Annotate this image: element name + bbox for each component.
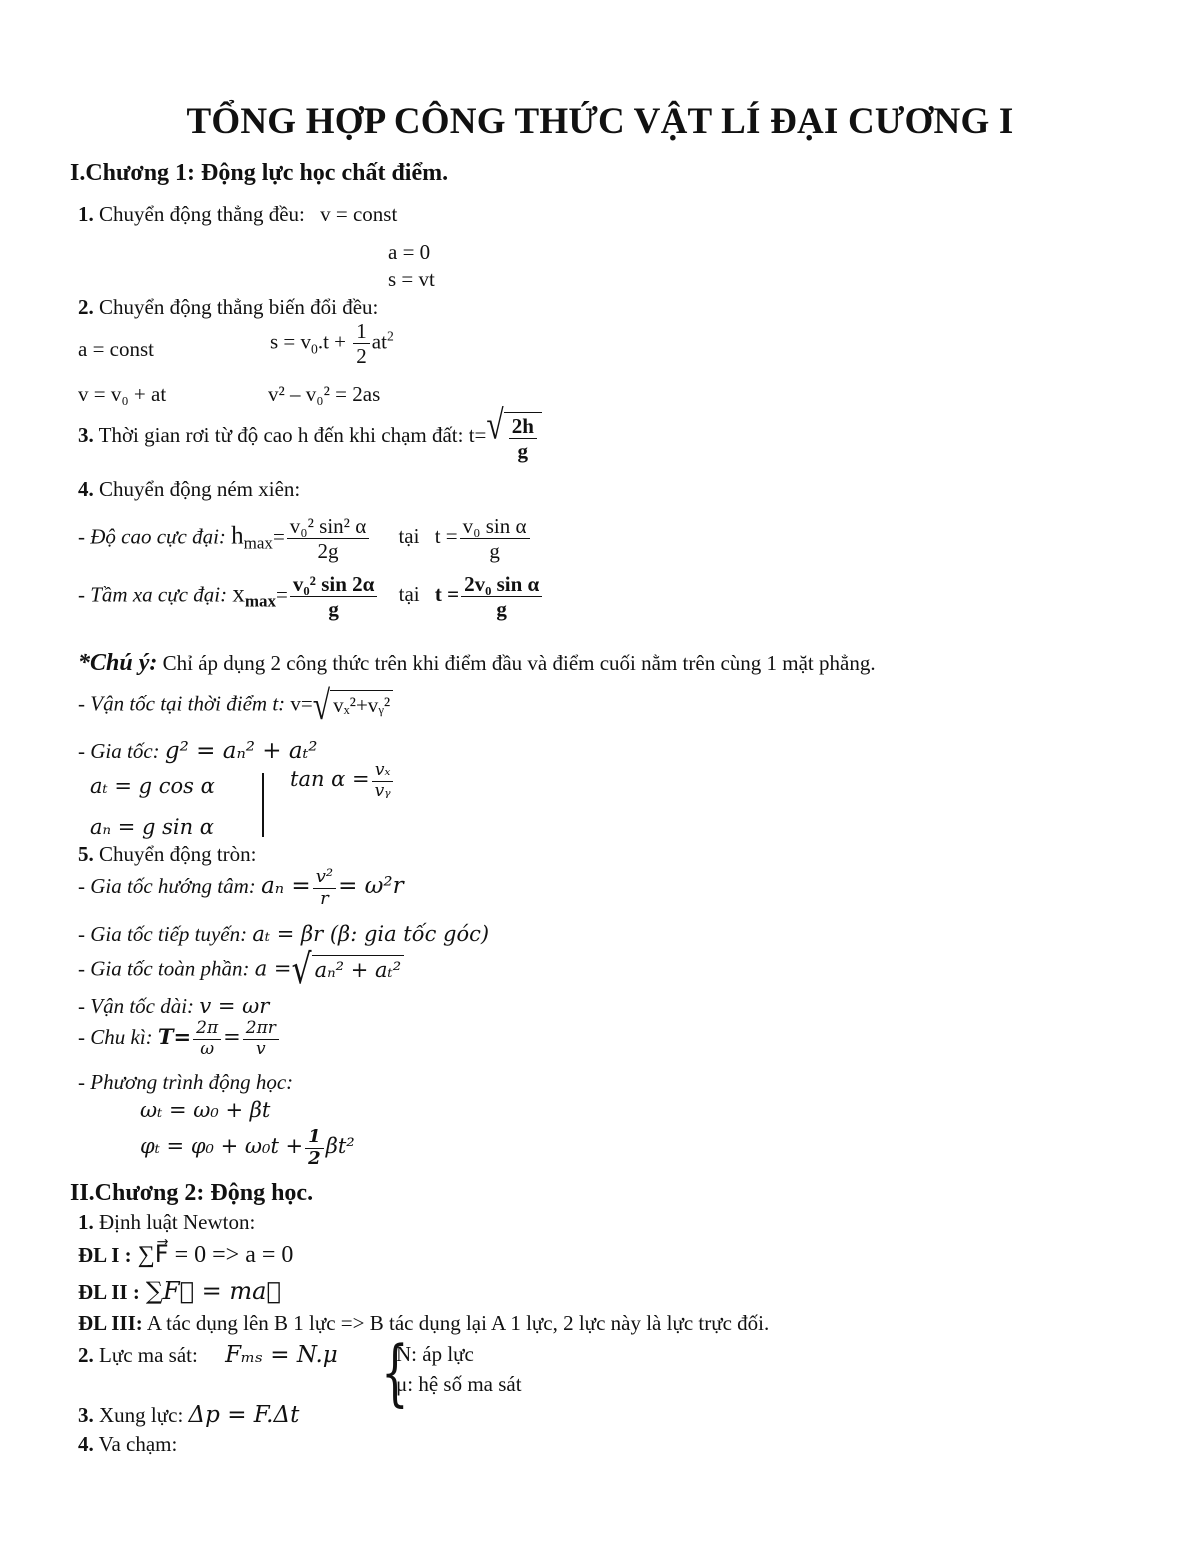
formula-at-beta: aₜ = βr (β: gia tốc góc): [252, 922, 490, 946]
newton-law-2: [78, 1277, 281, 1306]
fraction-hmax: $\frac{\text{v₀² sin² α}}{2g}$: [287, 515, 369, 562]
friction-formula: Fₘₛ = N.μ: [225, 1342, 338, 1368]
note-text: Chỉ áp dụng 2 công thức trên khi điểm đầu và điểm cuối nằm trên cùng 1 mặt phẳng.: [162, 651, 876, 675]
section-number: 2.: [78, 1343, 94, 1367]
section-1-2: [78, 295, 378, 320]
at-word: tại: [398, 582, 420, 607]
formula-an: aₙ = g sin α: [90, 815, 214, 839]
newton-law-3: [78, 1311, 769, 1336]
tangential-line: [78, 922, 489, 947]
law-text: A tác dụng lên B 1 lực => B tác dụng lại A 1 lực, 2 lực này là lực trực đối.: [146, 1311, 770, 1335]
divider-line: [262, 773, 264, 837]
chapter-2-heading: II.Chương 2: Động học.: [70, 1180, 314, 1206]
formula-at: aₜ = g cos α: [90, 774, 215, 798]
fraction-t-hmax: $\frac{\text{v₀ sin α}}{g}$: [460, 515, 530, 562]
section-label: Thời gian rơi từ độ cao h đến khi chạm đất: t=: [98, 422, 487, 447]
formula-phi-t: φₜ = φ₀ + ω₀t + $\frac{1}{2}$ βt²: [140, 1126, 355, 1169]
section-2-2: [78, 1342, 338, 1368]
kinematic-equation-label: - Phương trình động học:: [78, 1070, 294, 1094]
max-range-line: - Tầm xa cực đại: $x_{max}=$ $\frac{\text{v₀² sin 2α}}{g}$ tại t = $\frac{\text{2v₀ sin α}}{g}$: [78, 573, 544, 620]
section-number: 3.: [78, 422, 94, 447]
fraction-xmax: $\frac{\text{v₀² sin 2α}}{g}$: [290, 573, 378, 620]
chapter-1-heading: I.Chương 1: Động lực học chất điểm.: [70, 160, 449, 186]
friction-n-def: N: áp lực: [396, 1342, 474, 1366]
law-label: ĐL I :: [78, 1243, 132, 1267]
section-number: 3.: [78, 1403, 94, 1427]
sqrt-2h-over-g: √ $\frac{2h}{g}$: [486, 412, 541, 462]
sqrt-velocity: √ vₓ²+vᵧ²: [313, 690, 393, 722]
line-label: - Gia tốc:: [78, 739, 160, 763]
formula-a-const: a = const: [78, 337, 154, 361]
section-label: Chuyển động ném xiên:: [99, 477, 301, 501]
section-number: 4.: [78, 1432, 94, 1456]
formula-v-const: v = const: [320, 202, 398, 226]
section-1-5: [78, 842, 257, 867]
sqrt-total-acc: √ aₙ² + aₜ²: [292, 955, 405, 987]
page-title: TỔNG HỢP CÔNG THỨC VẬT LÍ ĐẠI CƯƠNG I: [186, 101, 1014, 142]
fraction-t-xmax: $\frac{\text{2v₀ sin α}}{g}$: [461, 573, 542, 620]
law-label: ĐL III:: [78, 1311, 143, 1335]
acceleration-line: [78, 738, 318, 764]
line-label: - Gia tốc tiếp tuyến:: [78, 922, 248, 946]
centripetal-line: - Gia tốc hướng tâm: aₙ = $\frac{\text{v²}}{r}$ = ω²r: [78, 866, 404, 909]
section-1-1: [78, 202, 397, 227]
section-number: 2.: [78, 295, 94, 319]
section-number: 4.: [78, 477, 94, 501]
line-label: - Vận tốc dài:: [78, 994, 195, 1018]
section-label: Lực ma sát:: [99, 1343, 198, 1367]
brace-icon: {: [381, 1330, 409, 1414]
section-1-4: [78, 477, 300, 502]
section-number: 1.: [78, 1210, 94, 1234]
section-number: 1.: [78, 202, 94, 226]
at-word: tại: [398, 524, 420, 549]
total-acc-line: - Gia tốc toàn phần: a = √ aₙ² + aₜ²: [78, 955, 404, 987]
section-label: Va chạm:: [98, 1432, 178, 1456]
friction-mu-def: μ: hệ số ma sát: [396, 1372, 522, 1396]
line-label: - Độ cao cực đại:: [78, 524, 226, 549]
line-label: - Gia tốc hướng tâm:: [78, 874, 256, 899]
line-label: - Chu kì:: [78, 1025, 153, 1050]
section-label: Chuyển động thẳng biến đổi đều:: [99, 295, 379, 319]
newton-law-1: [78, 1240, 293, 1269]
formula-v2-2as: v² – v₀² = 2as: [268, 382, 381, 406]
max-height-line: - Độ cao cực đại: $h_{max}=$ $\frac{\text{v₀² sin² α}}{2g}$ tại t = $\frac{\text{v₀ sin α}}{g}$: [78, 515, 532, 562]
section-label: Xung lực:: [99, 1403, 184, 1427]
formula-s-uniform: $s = v_0.t$ + $\frac{1}{2}$ $at^2$: [270, 319, 394, 369]
law-formula: ∑F⃗ = ma⃗: [145, 1277, 281, 1305]
formula-s-vt: s = vt: [388, 267, 435, 291]
law-label: ĐL II :: [78, 1280, 140, 1304]
section-1-3: [78, 401, 542, 464]
section-2-4: [78, 1432, 177, 1457]
note-line: [78, 650, 876, 677]
line-label: - Vận tốc tại thời điểm t:: [78, 691, 286, 716]
velocity-line: - Vận tốc tại thời điểm t: v= √ vₓ²+vᵧ²: [78, 690, 393, 722]
linear-velocity-line: [78, 994, 269, 1019]
section-label: Chuyển động tròn:: [99, 842, 257, 866]
law-formula: ∑F⃗ = 0 => a = 0: [137, 1242, 294, 1268]
section-number: 5.: [78, 842, 94, 866]
formula-a-zero: a = 0: [388, 240, 431, 264]
line-label: - Tầm xa cực đại:: [78, 582, 228, 607]
section-2-3: [78, 1402, 299, 1428]
section-label: Định luật Newton:: [99, 1210, 256, 1234]
section-2-1: [78, 1210, 255, 1235]
formula-g2: g² = aₙ² + aₜ²: [164, 738, 318, 764]
line-label: - Gia tốc toàn phần:: [78, 956, 250, 981]
note-label: *Chú ý:: [78, 650, 158, 676]
formula-omega-t: ωₜ = ω₀ + βt: [140, 1098, 271, 1122]
impulse-formula: Δp = F.Δt: [188, 1402, 300, 1428]
formula-v-omega-r: v = ωr: [199, 994, 270, 1018]
fraction-half: $\frac{1}{2}$: [353, 320, 370, 367]
section-label: Chuyển động thẳng đều:: [99, 202, 305, 226]
formula-v-v0-at: v = v₀ + at: [78, 382, 167, 406]
formula-tan: tan α = $\frac{\text{vₓ}}{\text{vᵧ}}$: [290, 762, 396, 801]
period-line: - Chu kì: T= $\frac{2\pi}{\omega}$ = $\frac{2\pi r}{v}$: [78, 1020, 281, 1059]
